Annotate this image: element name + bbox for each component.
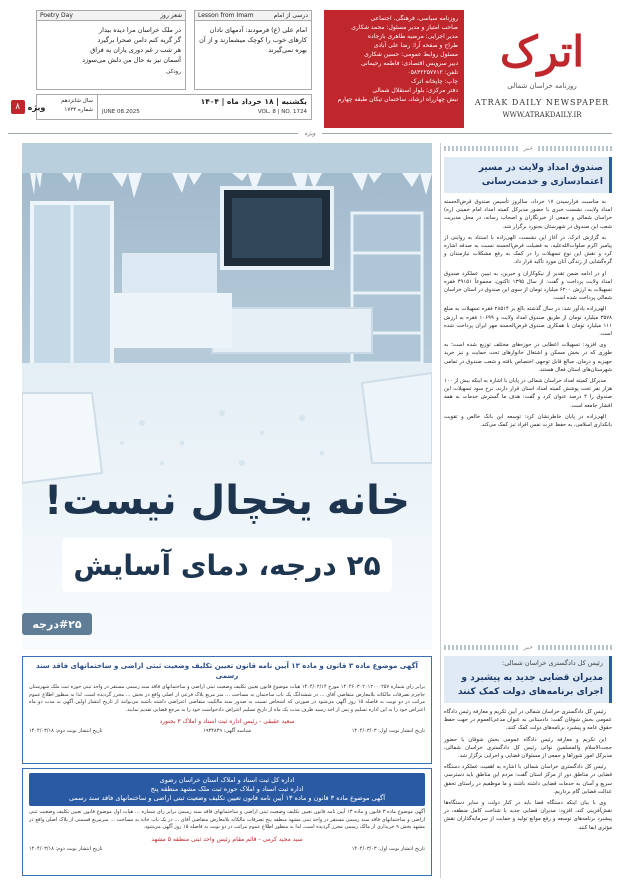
article-paragraph: این تکریم و معارفه رئیس دادگاه عمومی بخش شوقان با حضور حجت‌الاسلام والمسلمین نوائی رئیس کل دادگستری خراسان شمالی، مدیرکل امور شوراها و جمعی از مسئولان قضایی و اجرایی برگزار شد. <box>444 736 612 760</box>
logo: اترک <box>499 27 585 76</box>
imam-quote: امام علی (ع) فرمودند: آدمهای نادان کارهای خوب را کوچک میشمارند و از آن بهره نمی‌گیرند <box>199 26 307 54</box>
imam-label-en: Lesson from Imam <box>198 12 254 19</box>
article-headline[interactable]: مدیران قضایی جدید به پیشبرد و اجرای برنامه‌های دولت کمک کنند <box>457 673 603 697</box>
notice-footer <box>29 846 425 852</box>
notice-date-1: تاریخ انتشار نوبت اول: ۱۴۰۴/۰۳/۰۳ <box>351 845 425 852</box>
info-line: مدیر اجرایی: مرضیه طاهری بازجاده <box>367 33 458 40</box>
poetry-label-fa: شعر روز <box>160 12 182 19</box>
imam-lesson-box <box>194 10 312 90</box>
poetry-box-header <box>37 11 185 21</box>
notice-title: آگهی موضوع ماده ۳ قانون و ماده ۱۳ آیین نامه قانون تعیین تکلیف وضعیت ثبتی اراضی و ساختمانهای فاقد سند رسمی <box>36 662 418 680</box>
article-paragraph: به مناسبت فرارسیدن ۱۷ خرداد، سالروز تأسیس صندوق قرض‌الحسنه امداد ولایت، نشست خبری با حضور مدیرکل کمیته امداد امام خمینی (ره) خراسان شمالی و جمعی از خبرنگاران و اصحاب رسانه، در محل مدیریت شعب این صندوق در شهرستان بجنورد برگزار شد. <box>444 199 612 230</box>
legal-notice-2 <box>22 768 432 876</box>
notice-body: برابر رای شماره ۱۴۰۴۶۰۳۰۲۰۱۲۰۰۰۲۵۷ مورخ ۱۴۰۴/۰۲/۱۴ هیات موضوع قانون تعیین تکلیف وضعیت ثبتی اراضی و ساختمانهای فاقد سند رسمی مستقر در واحد ثبتی حوزه ثبت ملک شهرستان جاجرم تصرفات مالکانه بلامعارض متقاضی آقای ... در ششدانگ یک باب ساختمان به مساحت ... متر مربع پلاک فرعی از اصلی واقع در بخش ... محرز گردیده است. لذا به منظور اطلاع عموم مراتب در دو نوبت به فاصله ۱۵ روز آگهی می‌شود در صورتی که اشخاص نسبت به صدور سند مالکیت متقاضی اعتراضی داشته باشند می‌توانند از تاریخ انتشار اولین آگهی به مدت دو ماه اعتراض خود را به این اداره تسلیم و پس از اخذ رسید ظرف مدت یک ماه از تاریخ تسلیم اعتراض دادخواست خود را به مرجع قضایی تقدیم نمایند. <box>29 684 425 713</box>
info-line: مسئول روابط عمومی: حسین شکاری <box>364 51 458 58</box>
info-line: تلفن: ۰۵۸۳۲۲۵۷۷۱۲ <box>407 69 458 76</box>
notice-signature: سعید عقیقی - رئیس اداره ثبت اسناد و املاک ۳ بجنورد <box>159 718 295 725</box>
hero-subtitle: ۲۵ درجه، دمای آسایش <box>73 548 381 582</box>
info-line: دبیر سرویس اقتصادی: فاطمه رحیمانی <box>361 60 458 67</box>
masthead <box>8 10 612 128</box>
article-paragraph: الهی‌زاده در پایان خاطرنشان کرد: توسعه این بانک خالص و تقویت بانکداری اسلامی، به حفظ عزت نفس افراد نیز کمک می‌کند. <box>444 413 612 429</box>
publisher-info <box>324 10 464 128</box>
info-line: صاحب امتیاز و مدیر مسئول: محمد شکاری <box>351 24 458 31</box>
page-tag <box>8 94 48 120</box>
imam-label-fa: درسی از امام <box>273 12 308 19</box>
notice-head-line: آگهی موضوع ماده ۳ قانون و ماده ۱۳ آیین نامه قانون تعیین تکلیف وضعیت ثبتی اراضی و ساختمانهای فاقد سند رسمی <box>68 794 386 802</box>
article-body <box>444 708 612 832</box>
info-line: چاپ: چاپخانه اترک <box>411 78 458 85</box>
headline-box <box>444 157 612 193</box>
rule-line <box>322 133 612 134</box>
poetry-box <box>36 10 186 90</box>
hero-subtitle-box <box>62 538 392 592</box>
notice-date-1: تاریخ انتشار نوبت اول: ۱۴۰۴/۰۳/۰۳ <box>351 728 425 734</box>
article-headline[interactable]: صندوق امداد ولایت در مسیر اعتمادسازی و خدمت‌رسانی <box>478 163 603 187</box>
tag-bar <box>444 146 518 151</box>
rule-line <box>8 133 298 134</box>
page-word: ویژه <box>27 102 46 112</box>
logo-tagline: روزنامه خراسان شمالی <box>507 82 577 90</box>
notice-code: شناسه آگهی: ۱۹۳۴۸۴۹ <box>203 728 252 734</box>
notice-head-line: اداره ثبت اسناد و املاک حوزه ثبت ملک مشهد منطقه پنج <box>150 785 304 793</box>
hero-title: خانه یخچال نیست! <box>43 478 410 524</box>
notice-head-line: اداره کل ثبت اسناد و املاک استان خراسان رضوی <box>159 776 295 784</box>
article-paragraph: او در ادامه ضمن تقدیر از نیکوکاران و خیرین، به تبیین عملکرد صندوق امداد ولایت پرداخت و گفت: از سال ۱۳۹۵ تاکنون، مجموعاً ۴۹۱۵۱ فقره تسهیلات به ارزش ۶۲۰۰ میلیارد تومان از سوی این صندوق در استان خراسان شمالی پرداخت شده است. <box>444 270 613 302</box>
poem-line: گر گریه کنم دامن صحرا برگیرد <box>97 36 181 44</box>
poem-lines <box>37 21 185 69</box>
notice-signature: سید مجید کرمی - قائم مقام رئیس واحد ثبتی منطقه ۵ مشهد <box>151 835 303 843</box>
news-tag: خبر <box>523 643 533 651</box>
issue-label: شماره ۱۷۲۴ <box>64 107 93 113</box>
article-paragraph: وی افزود: تسهیلات اعطایی در حوزه‌های مختلف توزیع شده است؛ به طوری که در بخش مسکن و اشتغال خانوارهای تحت حمایت و نیز خرید جهیزیه و درمان، مبالغ قابل توجهی اختصاص یافته و شعب صندوق در تمامی شهرستان‌های استان فعال هستند. <box>444 342 612 373</box>
date-english-row <box>102 109 307 115</box>
date-main <box>97 95 311 119</box>
date-bar <box>36 94 312 120</box>
volume: VOL. 8 | NO. 1724 <box>257 109 307 115</box>
notice-header <box>29 773 425 806</box>
notice-footer <box>29 728 425 734</box>
legal-notice-1 <box>22 656 432 764</box>
hashtag-badge: #۲۵درجه <box>22 613 92 635</box>
info-line: نبش چهارراه ارشاد، ساختمان تیکان طبقه چهارم <box>337 96 458 103</box>
year-label: سال شانزدهم <box>61 98 93 104</box>
notice-body: آگهی موضوع ماده ۳ قانون و ماده ۱۳ آیین نامه قانون تعیین تکلیف وضعیت ثبتی اراضی و ساختمانهای فاقد سند رسمی برابر رای شماره ... هیات اول موضوع قانون تعیین تکلیف وضعیت ثبتی اراضی و ساختمانهای فاقد سند رسمی مستقر در واحد ثبتی مشهد منطقه پنج تصرفات مالکانه بلامعارض متقاضی آقای ... در یک باب خانه به مساحت ... مترمربع قسمتی از پلاک اصلی واقع در مشهد بخش ۹ خریداری از مالک رسمی محرز گردیده است. لذا به منظور اطلاع عموم مراتب در دو نوبت به فاصله ۱۵ روز آگهی می‌شود. <box>29 809 425 830</box>
date-english: JUNE 08.2025 <box>102 109 140 115</box>
imam-box-header <box>195 11 311 21</box>
tag-bar <box>538 146 612 151</box>
notice-date-2: تاریخ انتشار نوبت دوم: ۱۴۰۴/۰۳/۱۸ <box>29 845 103 852</box>
logo-block <box>472 10 612 128</box>
poetry-label-en: Poetry Day <box>40 12 73 19</box>
article-kicker: رئیس کل دادگستری خراسان شمالی: <box>502 659 603 667</box>
article-paragraph: وی با بیان اینکه دستگاه قضا باید در کنار دولت و سایر دستگاه‌ها نقش‌آفرینی کند، افزود: مدیران قضایی جدید با شناخت کامل منطقه، در پیشبرد برنامه‌های توسعه و رفع موانع تولید و حمایت از سرمایه‌گذاران نقش مؤثری ایفا کنند. <box>444 800 612 831</box>
news-tag-row <box>444 143 612 153</box>
news-tag: خبر <box>523 144 533 152</box>
headline-box <box>444 656 612 703</box>
notice-date-2: تاریخ انتشار نوبت دوم: ۱۴۰۴/۰۳/۱۸ <box>29 728 103 734</box>
news-article-1 <box>444 143 612 639</box>
tag-bar <box>538 645 612 650</box>
article-paragraph: رئیس کل دادگستری خراسان شمالی با اشاره به اهمیت عملکرد دستگاه قضایی در مناطق دور از مرکز استان گفت: مردم این مناطق باید دسترسی سریع و آسان به خدمات قضایی داشته باشند و ما موظفیم در راستای تحقق عدالت قضایی گام برداریم. <box>444 764 612 795</box>
info-line: روزنامه سیاسی، فرهنگی، اجتماعی <box>370 15 458 22</box>
page-number: ۸ <box>11 100 25 114</box>
column-divider <box>440 143 441 878</box>
article-paragraph: الهی‌زاده یادآور شد: در سال گذشته بالغ بر ۲۸۵۱۴ فقره تسهیلات به مبلغ ۳۵۷۸ میلیارد تومان از طریق صندوق امداد ولایت و ۱۰۶۹۹ فقره به ارزش ۱۱۱ میلیارد تومان با همکاری صندوق قرض‌الحسنه مهر ایران پرداخت شده است. <box>444 306 612 338</box>
section-label: ویژه <box>304 129 316 137</box>
article-body <box>444 198 612 429</box>
logo-url[interactable]: WWW.ATRAKDAILY.IR <box>502 111 582 119</box>
news-tag-row <box>444 642 612 652</box>
section-rule <box>8 130 612 136</box>
news-article-2 <box>444 642 612 880</box>
article-paragraph: مدیرکل کمیته امداد خراسان شمالی در پایان با اشاره به اینکه بیش از ۱۰۰ هزار نفر تحت پوشش کمیته امداد استان قرار دارند، نرخ سود تسهیلات این صندوق را ۴ درصد عنوان کرد و گفت: هدف ما گسترش خدمات به همه اقشار جامعه است. <box>444 378 612 409</box>
article-paragraph: رئیس کل دادگستری خراسان شمالی در آیین تکریم و معارفه رئیس دادگاه عمومی بخش شوقان گفت: دادستانی به عنوان مدعی‌العموم در جهت حفظ حقوق عامه و پیشبرد برنامه‌های دولت کمک کنند. <box>444 709 612 732</box>
tag-bar <box>444 645 518 650</box>
info-line: دفتر مرکزی: بلوار استقلال شمالی <box>372 87 458 94</box>
poem-line: در ملک خراسان مرا دیده بیدار <box>99 26 181 34</box>
info-line: طراح و صفحه آرا: رضا علی آبادی <box>373 42 458 49</box>
hero-image <box>22 143 432 650</box>
logo-english: ATRAK DAILY NEWSPAPER <box>474 98 610 107</box>
poem-line: هر شب ز غم دوری یاران به فراق <box>90 46 181 54</box>
date-persian: یکشنبه | ۱۸ خرداد ماه | ۱۴۰۴ <box>200 97 307 106</box>
poem-line: آسمان نیز به حال من دلش می‌سوزد <box>82 56 181 64</box>
poet-name: رودکی <box>166 69 181 75</box>
article-paragraph: به گزارش اترک، در آغاز این نشست، الهی‌زاده با استناد به روایتی از پیامبر اکرم صلوات‌الله‌علیه، به فضیلت قرض‌الحسنه نسبت به صدقه اشاره کرد و نقش این نوع تسهیلات را در کمک به رفع مشکلات نیازمندان و گره‌گشایی از زندگی آنان مورد تأکید قرار داد. <box>444 234 612 266</box>
